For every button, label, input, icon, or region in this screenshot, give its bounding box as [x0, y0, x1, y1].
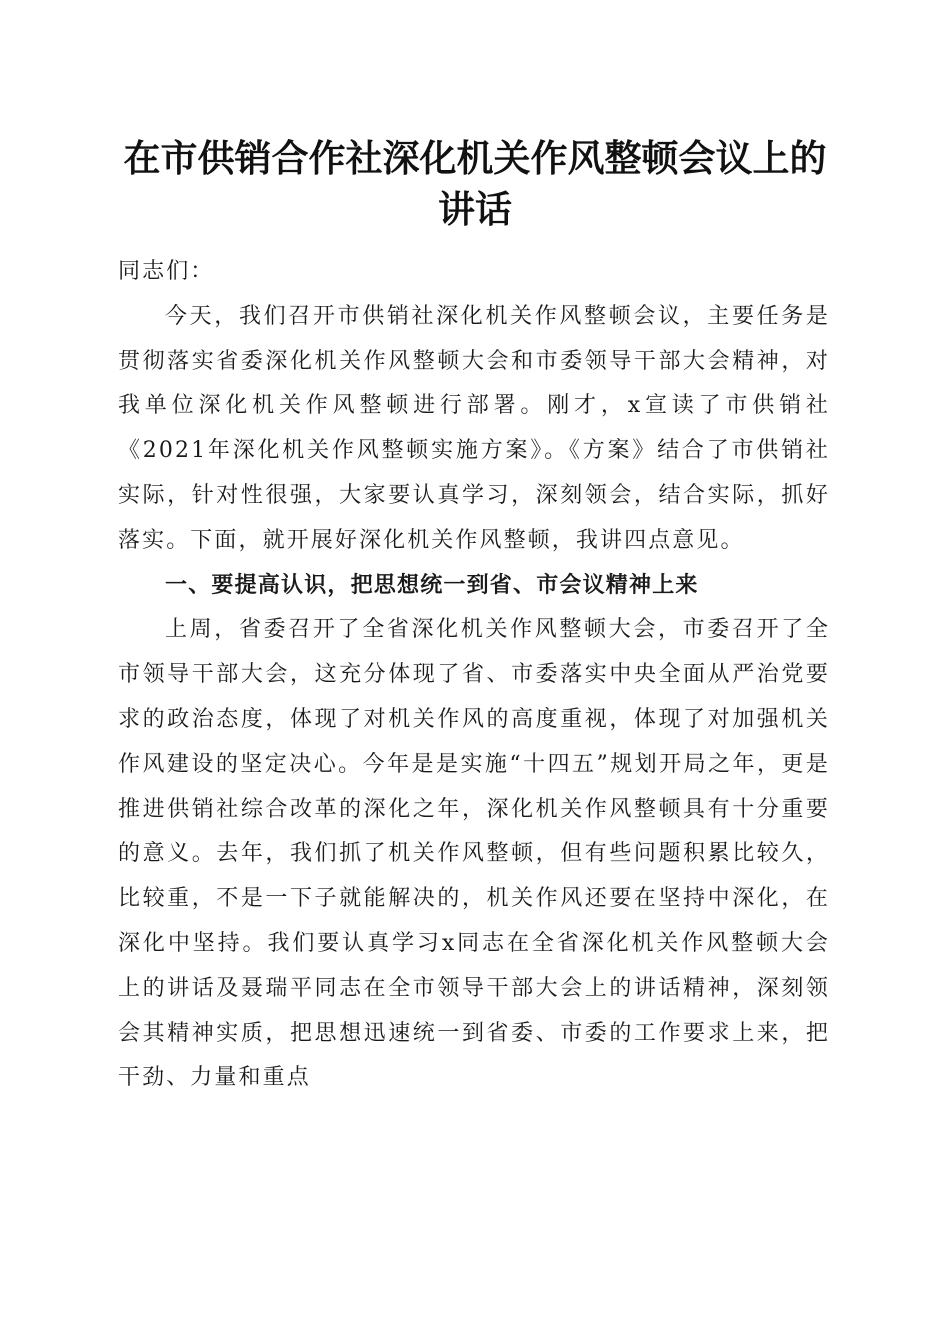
document-title: 在市供销合作社深化机关作风整顿会议上的讲话	[123, 136, 827, 231]
intro-paragraph: 今天，我们召开市供销社深化机关作风整顿会议，主要任务是贯彻落实省委深化机关作风整顿大会和市委领导干部大会精神，对我单位深化机关作风整顿进行部署。刚才，x宣读了市供销社《2021年深化机关作风整顿实施方案》。《方案》结合了市供销社实际，针对性很强，大家要认真学习，深刻领会，结合实际，抓好落实。下面，就开展好深化机关作风整顿，我讲四点意见。	[118, 303, 830, 553]
section-1-paragraph: 上周，省委召开了全省深化机关作风整顿大会，市委召开了全市领导干部大会，这充分体现了省、市委落实中央全面从严治党要求的政治态度，体现了对机关作风的高度重视，体现了对加强机关作风建设的坚定决心。今年是是实施“十四五”规划开局之年，更是推进供销社综合改革的深化之年，深化机关作风整顿具有十分重要的意义。去年，我们抓了机关作风整顿，但有些问题积累比较久，比较重，不是一下子就能解决的，机关作风还要在坚持中深化，在深化中坚持。我们要认真学习x同志在全省深化机关作风整顿大会上的讲话及聂瑞平同志在全市领导干部大会上的讲话精神，深刻领会其精神实质，把思想迅速统一到省委、市委的工作要求上来，把干劲、力量和重点	[118, 617, 830, 1091]
salutation: 同志们：	[118, 259, 215, 284]
document-body	[118, 250, 830, 1101]
section-heading-1: 一、要提高认识，把思想统一到省、市会议精神上来	[165, 572, 699, 598]
